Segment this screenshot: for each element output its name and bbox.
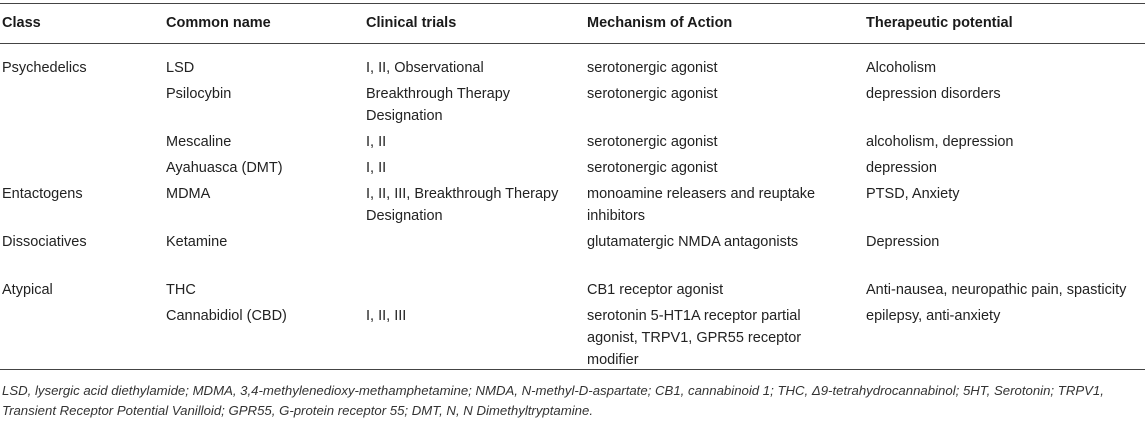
- cell-therapeutic-potential: depression disorders: [866, 86, 1001, 102]
- cell-mechanism: serotonin 5-HT1A receptor partial agonist, TRPV1, GPR55 receptor modifier: [587, 308, 802, 368]
- cell-common-name: MDMA: [166, 186, 211, 202]
- cell-clinical-trials: I, II: [366, 160, 387, 176]
- cell-common-name: THC: [166, 282, 196, 298]
- cell-clinical-trials: I, II: [366, 134, 387, 150]
- header-class: Class: [2, 15, 41, 31]
- cell-mechanism: CB1 receptor agonist: [587, 282, 724, 298]
- cell-mechanism: serotonergic agonist: [587, 160, 718, 176]
- cell-clinical-trials: I, II, III, Breakthrough Therapy Designation: [366, 186, 559, 224]
- cell-clinical-trials: I, II, III: [366, 308, 407, 324]
- table-footnote: LSD, lysergic acid diethylamide; MDMA, 3,4-methylenedioxy-methamphetamine; NMDA, N-methyl-D-aspartate; CB1, cannabinoid 1; THC, Δ9-tetrahydrocannabinol; 5HT, Serotonin; TRPV1, Transient Receptor Potential Vanilloid; GPR55, G-protein receptor 55; DMT, N, N Dimethyltryptamine.: [2, 383, 1104, 418]
- header-common-name: Common name: [166, 15, 271, 31]
- cell-therapeutic-potential: Depression: [866, 234, 940, 250]
- cell-common-name: Ayahuasca (DMT): [166, 160, 283, 176]
- cell-therapeutic-potential: epilepsy, anti-anxiety: [866, 308, 1001, 324]
- cell-therapeutic-potential: alcoholism, depression: [866, 134, 1014, 150]
- cell-common-name: LSD: [166, 60, 195, 76]
- cell-clinical-trials: I, II, Observational: [366, 60, 484, 76]
- cell-therapeutic-potential: Anti-nausea, neuropathic pain, spasticity: [866, 282, 1127, 298]
- cell-therapeutic-potential: Alcoholism: [866, 60, 937, 76]
- cell-mechanism: glutamatergic NMDA antagonists: [587, 234, 799, 250]
- cell-common-name: Mescaline: [166, 134, 232, 150]
- header-mechanism-of-action: Mechanism of Action: [587, 15, 733, 31]
- table-top-rule: [0, 3, 1145, 4]
- header-therapeutic-potential: Therapeutic potential: [866, 15, 1013, 31]
- cell-class: Atypical: [2, 282, 53, 298]
- cell-common-name: Cannabidiol (CBD): [166, 308, 287, 324]
- cell-common-name: Psilocybin: [166, 86, 232, 102]
- table-bottom-rule: [0, 369, 1145, 370]
- cell-class: Entactogens: [2, 186, 83, 202]
- cell-mechanism: serotonergic agonist: [587, 134, 718, 150]
- cell-class: Psychedelics: [2, 60, 87, 76]
- header-bottom-rule: [0, 43, 1145, 44]
- cell-therapeutic-potential: PTSD, Anxiety: [866, 186, 960, 202]
- cell-mechanism: serotonergic agonist: [587, 86, 718, 102]
- cell-mechanism: monoamine releasers and reuptake inhibitors: [587, 186, 816, 224]
- cell-mechanism: serotonergic agonist: [587, 60, 718, 76]
- header-clinical-trials: Clinical trials: [366, 15, 457, 31]
- cell-common-name: Ketamine: [166, 234, 228, 250]
- cell-class: Dissociatives: [2, 234, 87, 250]
- cell-therapeutic-potential: depression: [866, 160, 937, 176]
- cell-clinical-trials: Breakthrough Therapy Designation: [366, 86, 511, 124]
